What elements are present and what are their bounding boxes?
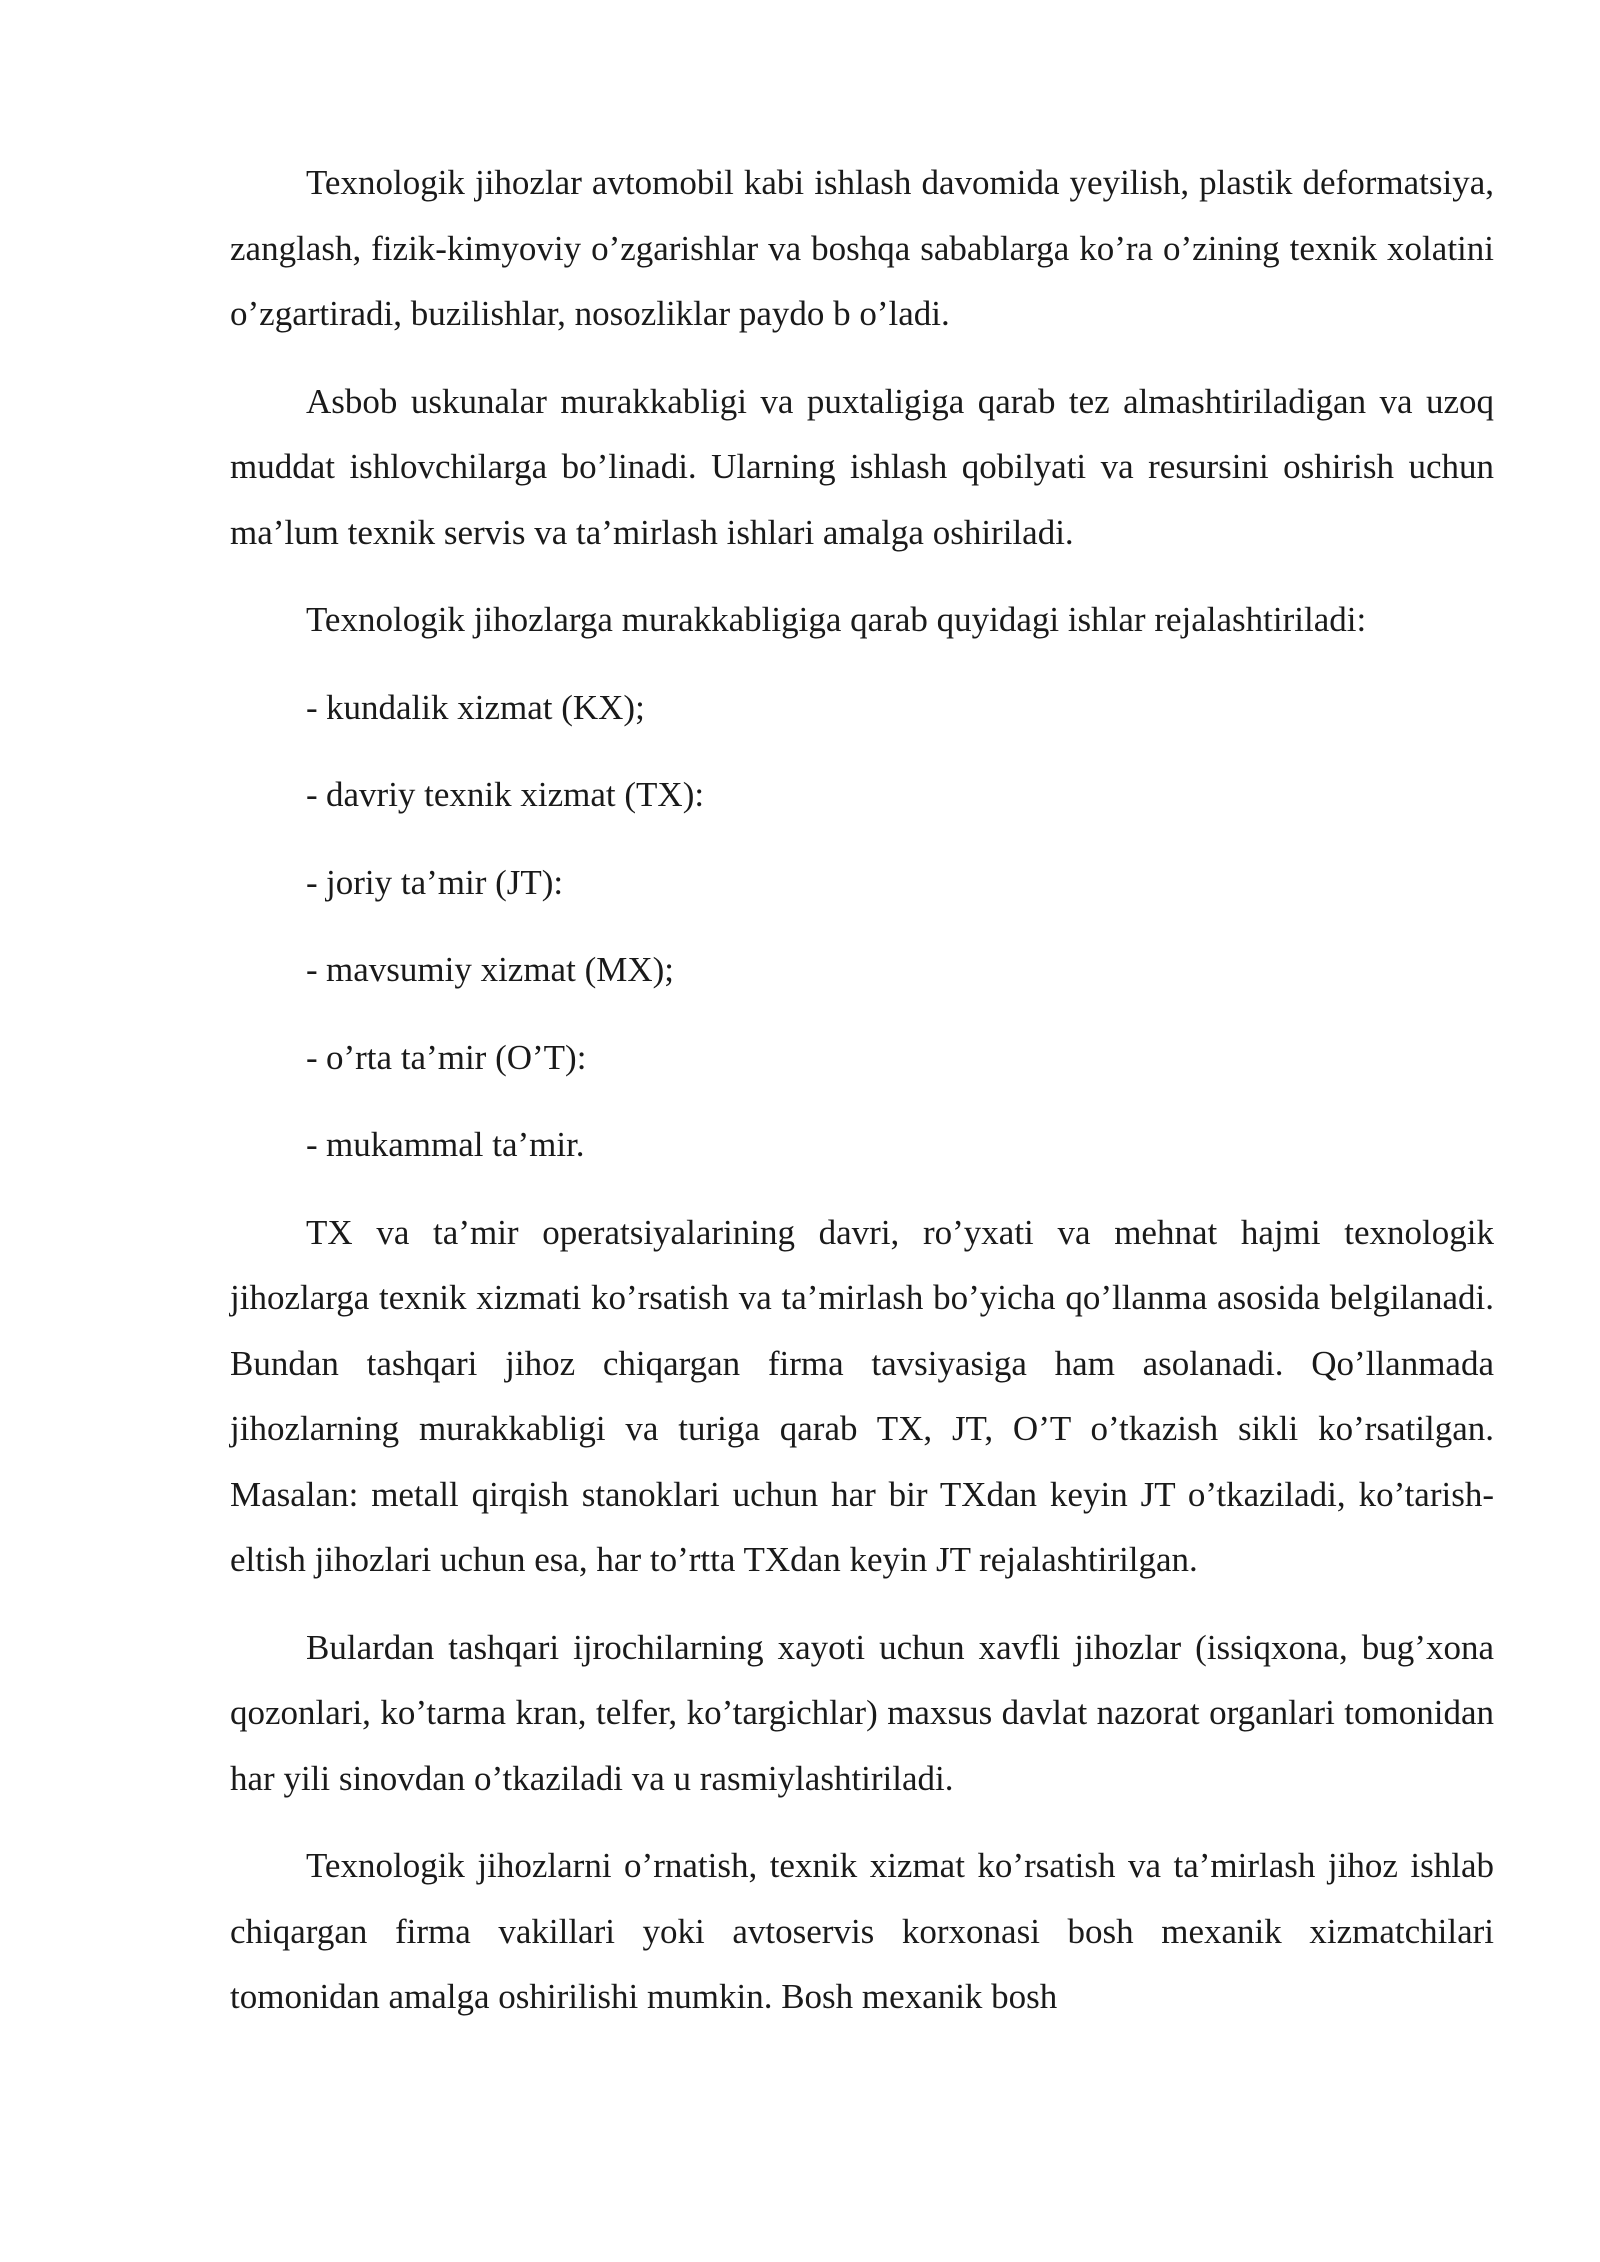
list-item-text: mukammal ta’mir. bbox=[326, 1125, 585, 1164]
list-item bbox=[230, 762, 1494, 828]
paragraph-maintenance-cycle: TX va ta’mir operatsiyalarining davri, ro’yxati va mehnat hajmi texnologik jihozlarga texnik xizmati ko’rsatish va ta’mirlash bo’yicha qo’llanma asosida belgilanadi. Bundan tashqari jihoz chiqargan firma tavsiyasiga ham asolanadi. Qo’llanmada jihozlarning murakkabligi va turiga qarab TX, JT, O’T o’tkazish sikli ko’rsatilgan. Masalan: metall qirqish stanoklari uchun har bir TXdan keyin JT o’tkaziladi, ko’tarish-eltish jihozlari uchun esa, har to’rtta TXdan keyin JT rejalashtirilgan. bbox=[230, 1212, 1494, 1579]
list-dash: - bbox=[306, 687, 318, 727]
paragraph-dangerous-equipment: Bulardan tashqari ijrochilarning xayoti uchun xavfli jihozlar (issiqxona, bug’xona qozonlari, ko’tarma kran, telfer, ko’targichlar) maxsus davlat nazorat organlari tomonidan har yili sinovdan o’tkaziladi va u rasmiylashtiriladi. bbox=[230, 1627, 1494, 1798]
list-item-text: joriy ta’mir (JT): bbox=[326, 862, 564, 902]
list-dash: - bbox=[306, 950, 318, 989]
list-item bbox=[230, 675, 1494, 741]
paragraph-planned-works: Texnologik jihozlarga murakkabligiga qarab quyidagi ishlar rejalashtiriladi: bbox=[306, 600, 1367, 639]
list-item-text: o’rta ta’mir (O’T): bbox=[326, 1037, 587, 1077]
list-item bbox=[230, 850, 1494, 916]
document-page bbox=[230, 150, 1494, 2052]
list-item-text: davriy texnik xizmat (TX): bbox=[326, 775, 705, 814]
list-dash: - bbox=[306, 1125, 318, 1164]
paragraph-equipment-types: Asbob uskunalar murakkabligi va puxtaligiga qarab tez almashtiriladigan va uzoq muddat ishlovchilarga bo’linadi. Ularning ishlash qobilyati va resursini oshirish uchun ma’lum texnik servis va ta’mirlash ishlari amalga oshiriladi. bbox=[230, 381, 1494, 552]
paragraph-installation: Texnologik jihozlarni o’rnatish, texnik xizmat ko’rsatish va ta’mirlash jihoz ishlab chiqargan firma vakillari yoki avtoservis korxonasi bosh mexanik xizmatchilari tomonidan amalga oshirilishi mumkin. Bosh mexanik bosh bbox=[230, 1846, 1494, 2016]
paragraph-intro: Texnologik jihozlar avtomobil kabi ishlash davomida yeyilish, plastik deformatsiya, zanglash, fizik-kimyoviy o’zgarishlar va boshqa sabablarga ko’ra o’zining texnik xolatini o’zgartiradi, buzilishlar, nosozliklar paydo b o’ladi. bbox=[230, 163, 1494, 333]
list-item bbox=[230, 1025, 1494, 1091]
service-type-list bbox=[230, 675, 1494, 1178]
list-dash: - bbox=[306, 862, 318, 902]
list-dash: - bbox=[306, 1037, 318, 1077]
list-item bbox=[230, 937, 1494, 1003]
list-item bbox=[230, 1112, 1494, 1178]
list-item-text: kundalik xizmat (KX); bbox=[326, 687, 645, 727]
list-item-text: mavsumiy xizmat (MX); bbox=[326, 950, 675, 989]
list-dash: - bbox=[306, 775, 318, 814]
